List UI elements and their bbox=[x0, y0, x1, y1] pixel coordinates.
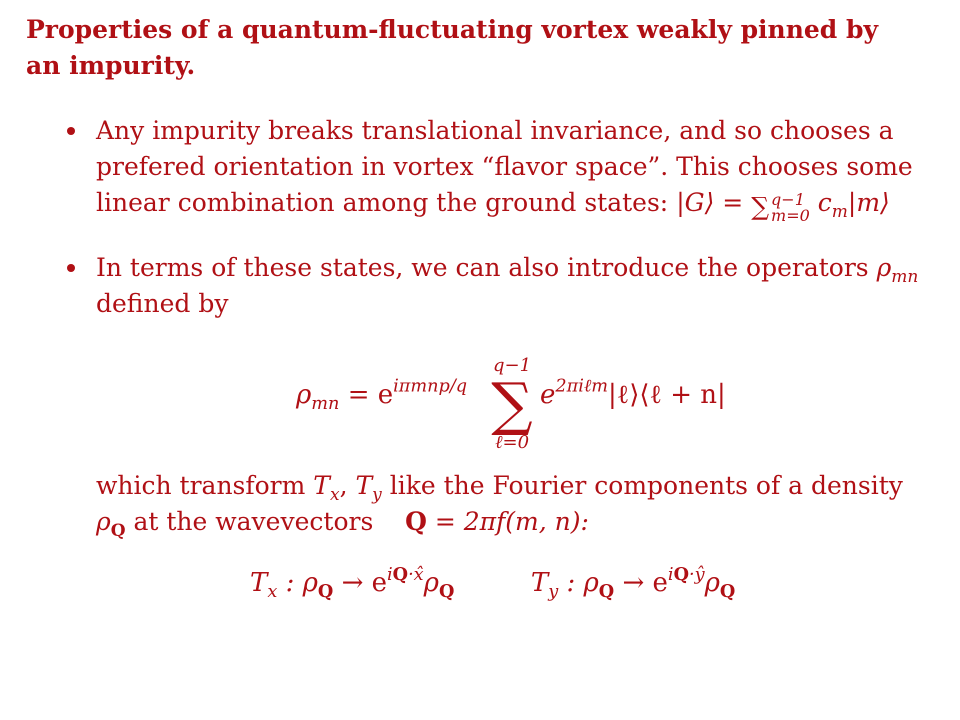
eq2-left-map: : ρ bbox=[285, 568, 318, 598]
sum-symbol: ∑ bbox=[751, 191, 770, 221]
sum-limits bbox=[771, 192, 810, 224]
equation1-rhs-exponent: 2πiℓm bbox=[555, 376, 609, 397]
bullet-point-icon bbox=[67, 264, 75, 272]
bullet2-line-2: defined by bbox=[96, 289, 229, 318]
title-line-1: Properties of a quantum-fluctuating vortex weakly pinned by bbox=[26, 15, 878, 44]
coefficient-c-subscript: m bbox=[831, 201, 848, 222]
eq2-right-exp-i: i bbox=[667, 564, 674, 585]
eq2-right-rho-subscript: Q bbox=[598, 581, 615, 603]
equation1-rhs-projector: |ℓ⟩⟨ℓ + n| bbox=[608, 380, 726, 410]
Tx-subscript: x bbox=[329, 484, 340, 505]
eq2-right-exponent bbox=[668, 565, 705, 585]
Tx-symbol: T bbox=[313, 471, 330, 500]
bullet1-line-3 bbox=[96, 185, 932, 225]
rho-mn: ρ bbox=[876, 253, 892, 282]
slide-title bbox=[26, 12, 936, 84]
paragraph-line-2-text: at the wavevectors bbox=[133, 507, 374, 536]
equation1-sum-lower: ℓ=0 bbox=[494, 432, 530, 453]
ket-m: |m⟩ bbox=[847, 188, 890, 217]
transform-paragraph bbox=[96, 468, 932, 540]
equation1-rho: ρ bbox=[296, 380, 312, 410]
eq2-left-rho-subscript: Q bbox=[317, 581, 334, 603]
bullet1-line-2: prefered orientation in vortex “flavor space”. This chooses some bbox=[96, 152, 913, 181]
equation1-sum-symbol: ∑ bbox=[491, 370, 533, 438]
rho-mn-subscript: mn bbox=[891, 266, 919, 287]
eq2-left-T: T bbox=[250, 568, 268, 598]
ground-state-sum bbox=[751, 189, 810, 225]
eq2-left-arrow: → e bbox=[341, 568, 387, 598]
eq2-right-T: T bbox=[530, 568, 549, 598]
eq2-left-rho2: ρ bbox=[423, 568, 439, 598]
Ty-subscript: y bbox=[372, 484, 382, 505]
bullet1-line-1: Any impurity breaks translational invariance, and so chooses a bbox=[96, 116, 894, 145]
ground-state-lhs: |G⟩ = bbox=[676, 188, 744, 217]
paragraph-line-1-a: which transform bbox=[96, 471, 306, 500]
eq2-right-T-subscript: y bbox=[548, 582, 559, 603]
paragraph-line-2 bbox=[96, 504, 932, 540]
eq2-left-exp-rest: ·x̂ bbox=[408, 564, 424, 585]
eq2-left-T-subscript: x bbox=[267, 582, 278, 603]
equation1-equals-e: = e bbox=[347, 380, 394, 410]
comma: , bbox=[339, 471, 348, 500]
eq2-right-exp-Q: Q bbox=[673, 563, 689, 585]
rho-Q: ρ bbox=[96, 507, 111, 536]
equation1-sum bbox=[482, 356, 542, 454]
equation1-exponent: iπmnp/q bbox=[393, 376, 468, 397]
bullet2-line-1 bbox=[96, 250, 932, 286]
equation1-rhs-e: e bbox=[540, 380, 556, 410]
paragraph-line-1-b: like the Fourier components of a density bbox=[389, 471, 903, 500]
eq2-right-arrow: → e bbox=[622, 568, 668, 598]
eq2-left-exponent bbox=[387, 565, 424, 585]
equation1-rhs bbox=[540, 376, 726, 410]
sum-lower-limit: m=0 bbox=[771, 206, 810, 226]
Ty-symbol: T bbox=[355, 471, 373, 500]
eq2-right-rho2-subscript: Q bbox=[719, 581, 736, 603]
bullet1-line-3-text: linear combination among the ground states: bbox=[96, 188, 669, 217]
translation-equation bbox=[250, 563, 810, 603]
eq2-left-exp-i: i bbox=[387, 564, 393, 585]
equation1-lhs bbox=[296, 376, 468, 415]
title-line-2: an impurity. bbox=[26, 51, 196, 80]
bullet-operators bbox=[96, 250, 932, 322]
bullet2-line-1-text: In terms of these states, we can also introduce the operators bbox=[96, 253, 869, 282]
eq2-right-exp-rest: ·ŷ bbox=[688, 564, 705, 585]
equation1-sum-upper: q−1 bbox=[492, 355, 532, 376]
eq2-left-rho2-subscript: Q bbox=[438, 581, 455, 603]
wavevector-definition: = 2πf(m, n): bbox=[434, 507, 589, 536]
rho-definition-equation bbox=[296, 334, 756, 454]
eq2-left-exp-Q: Q bbox=[392, 563, 409, 585]
bullet-point-icon bbox=[67, 127, 75, 135]
eq2-right-map: : ρ bbox=[566, 568, 599, 598]
bullet-impurity bbox=[96, 113, 932, 225]
rho-Q-subscript: Q bbox=[110, 520, 126, 541]
eq2-right-rho2: ρ bbox=[704, 568, 720, 598]
equation1-rho-subscript: mn bbox=[311, 394, 340, 415]
sum-upper-limit: q−1 bbox=[771, 190, 805, 210]
paragraph-line-1 bbox=[96, 468, 932, 504]
wavevector-Q: Q bbox=[405, 507, 427, 536]
coefficient-c: c bbox=[817, 188, 832, 217]
